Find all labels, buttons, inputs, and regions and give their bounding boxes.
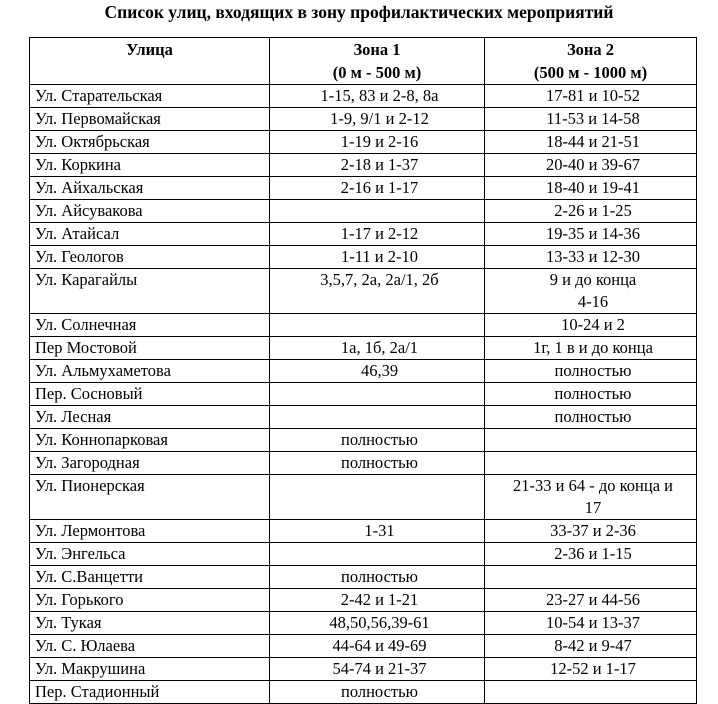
zone2-cell: полностью [485, 360, 697, 383]
zone2-cell [485, 566, 697, 589]
street-cell: Ул. Геологов [30, 246, 270, 269]
zone2-cell [485, 681, 697, 704]
zone1-cell: полностью [270, 452, 485, 475]
table-body [30, 85, 697, 704]
zone1-cell [270, 475, 485, 520]
table-row [30, 246, 697, 269]
header-zone2 [485, 38, 697, 85]
zone2-cell: полностью [485, 406, 697, 429]
zone1-cell: 46,39 [270, 360, 485, 383]
street-cell: Ул. Пионерская [30, 475, 270, 520]
table-row [30, 406, 697, 429]
zone2-cell: 23-27 и 44-56 [485, 589, 697, 612]
street-cell: Ул. Лермонтова [30, 520, 270, 543]
header-street [30, 38, 270, 85]
header-zone2-range: (500 м - 1000 м) [533, 63, 648, 82]
zone1-cell: полностью [270, 566, 485, 589]
zone1-cell: 2-18 и 1-37 [270, 154, 485, 177]
table-row [30, 383, 697, 406]
streets-table [29, 37, 697, 704]
street-cell: Ул. Горького [30, 589, 270, 612]
table-row [30, 360, 697, 383]
table-header-row [30, 38, 697, 85]
table-row [30, 566, 697, 589]
street-cell: Ул. Макрушина [30, 658, 270, 681]
table-row [30, 635, 697, 658]
street-cell: Ул. Тукая [30, 612, 270, 635]
table-row [30, 520, 697, 543]
street-cell: Ул. Солнечная [30, 314, 270, 337]
street-cell: Ул. Энгельса [30, 543, 270, 566]
zone1-cell: 44-64 и 49-69 [270, 635, 485, 658]
document-title: Список улиц, входящих в зону профилактических мероприятий [104, 2, 614, 22]
zone1-cell: 2-16 и 1-17 [270, 177, 485, 200]
zone1-cell: полностью [270, 429, 485, 452]
zone1-cell [270, 406, 485, 429]
zone2-cell: 11-53 и 14-58 [485, 108, 697, 131]
zone1-cell: 48,50,56,39-61 [270, 612, 485, 635]
header-street-label: Улица [126, 40, 173, 59]
zone2-cell: 17-81 и 10-52 [485, 85, 697, 108]
zone1-cell: 1-11 и 2-10 [270, 246, 485, 269]
zone2-cell: полностью [485, 383, 697, 406]
street-cell: Ул. Айсувакова [30, 200, 270, 223]
street-cell: Пер Мостовой [30, 337, 270, 360]
table-row [30, 429, 697, 452]
zone1-cell: 1-19 и 2-16 [270, 131, 485, 154]
zone2-cell: 12-52 и 1-17 [485, 658, 697, 681]
street-cell: Ул. Первомайская [30, 108, 270, 131]
zone2-cell: 9 и до конца 4-16 [485, 269, 697, 314]
zone2-cell: 20-40 и 39-67 [485, 154, 697, 177]
header-zone1-range: (0 м - 500 м) [332, 63, 422, 82]
street-cell: Ул. Атайсал [30, 223, 270, 246]
zone2-cell [485, 429, 697, 452]
table-row [30, 658, 697, 681]
header-zone1 [270, 38, 485, 85]
table-row [30, 131, 697, 154]
table-row [30, 85, 697, 108]
zone2-cell: 18-44 и 21-51 [485, 131, 697, 154]
zone2-cell [485, 452, 697, 475]
table-row [30, 314, 697, 337]
table-row [30, 589, 697, 612]
street-cell: Ул. Айхальская [30, 177, 270, 200]
street-cell: Ул. Загородная [30, 452, 270, 475]
zone1-cell: 54-74 и 21-37 [270, 658, 485, 681]
zone1-cell: 1-9, 9/1 и 2-12 [270, 108, 485, 131]
table-row [30, 200, 697, 223]
street-cell: Пер. Стадионный [30, 681, 270, 704]
table-row [30, 612, 697, 635]
zone2-cell: 2-26 и 1-25 [485, 200, 697, 223]
street-cell: Ул. Карагайлы [30, 269, 270, 314]
zone1-cell: 3,5,7, 2а, 2а/1, 2б [270, 269, 485, 314]
zone1-cell: 1-31 [270, 520, 485, 543]
zone1-cell: 1-15, 83 и 2-8, 8а [270, 85, 485, 108]
street-cell: Пер. Сосновый [30, 383, 270, 406]
table-row [30, 269, 697, 314]
table-row [30, 543, 697, 566]
zone2-cell: 8-42 и 9-47 [485, 635, 697, 658]
table-row [30, 177, 697, 200]
street-cell: Ул. Коннопарковая [30, 429, 270, 452]
zone1-cell: 2-42 и 1-21 [270, 589, 485, 612]
zone2-cell: 21-33 и 64 - до конца и 17 [485, 475, 697, 520]
table-row [30, 337, 697, 360]
zone2-cell: 18-40 и 19-41 [485, 177, 697, 200]
street-cell: Ул. Октябрьская [30, 131, 270, 154]
zone1-cell [270, 314, 485, 337]
zone1-cell: 1а, 1б, 2а/1 [270, 337, 485, 360]
zone2-cell: 19-35 и 14-36 [485, 223, 697, 246]
header-zone1-name: Зона 1 [353, 40, 401, 59]
street-cell: Ул. Лесная [30, 406, 270, 429]
table-row [30, 452, 697, 475]
table-row [30, 154, 697, 177]
zone1-cell: полностью [270, 681, 485, 704]
table-row [30, 223, 697, 246]
street-cell: Ул. Коркина [30, 154, 270, 177]
street-cell: Ул. Альмухаметова [30, 360, 270, 383]
zone2-cell: 10-24 и 2 [485, 314, 697, 337]
header-zone2-name: Зона 2 [566, 40, 615, 59]
street-cell: Ул. С. Юлаева [30, 635, 270, 658]
zone2-cell: 1г, 1 в и до конца [485, 337, 697, 360]
zone1-cell [270, 200, 485, 223]
table-row [30, 108, 697, 131]
zone2-cell: 2-36 и 1-15 [485, 543, 697, 566]
zone2-cell: 10-54 и 13-37 [485, 612, 697, 635]
table-row [30, 475, 697, 520]
zone1-cell [270, 543, 485, 566]
zone2-cell: 33-37 и 2-36 [485, 520, 697, 543]
zone1-cell [270, 383, 485, 406]
table-row [30, 681, 697, 704]
zone2-cell: 13-33 и 12-30 [485, 246, 697, 269]
street-cell: Ул. Старательская [30, 85, 270, 108]
zone1-cell: 1-17 и 2-12 [270, 223, 485, 246]
street-cell: Ул. С.Ванцетти [30, 566, 270, 589]
